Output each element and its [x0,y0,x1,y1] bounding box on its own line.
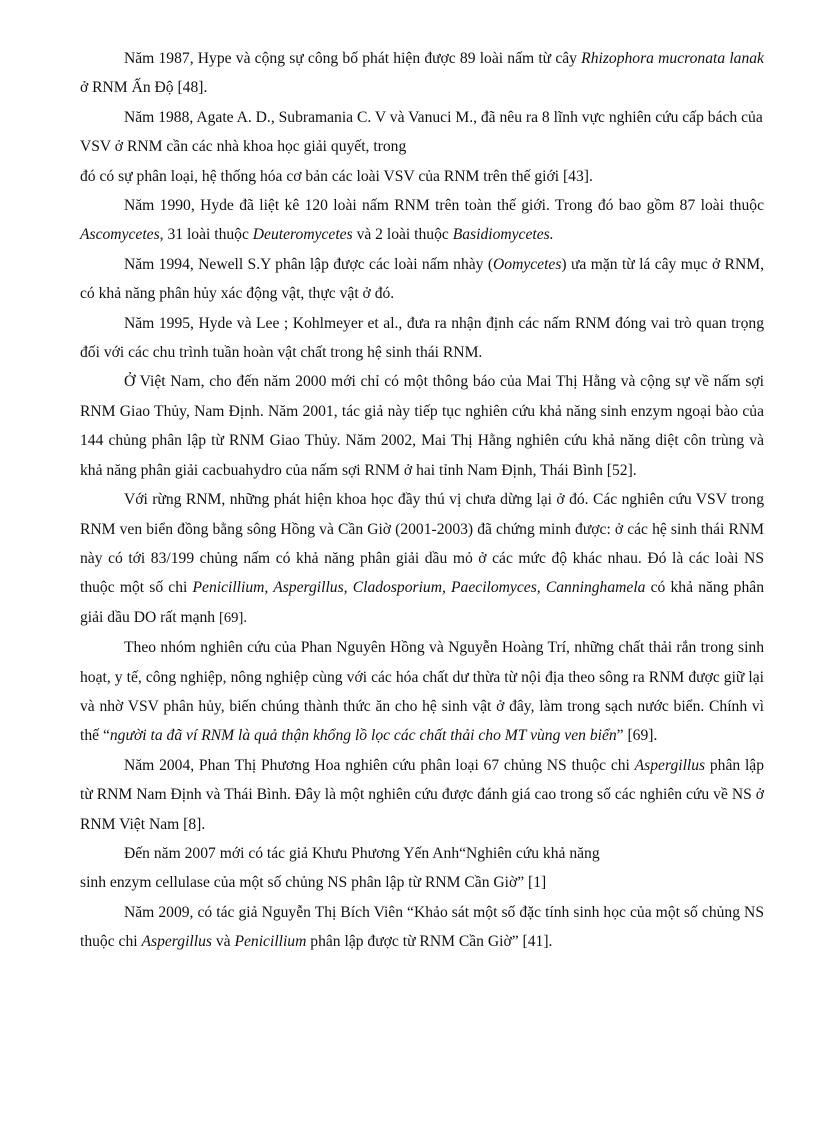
paragraph-text: và [211,933,235,951]
paragraph-text: Theo nhóm nghiên cứu của Phan Nguyên Hồng và Nguyễn Hoàng Trí, những chất thải rắn trong sinh hoạt, y tế, công nghiệp, nông nghiệp cùng với các hóa chất dư thừa từ nội địa theo sông ra RNM được giữ lại và nhờ VSV phân hủy, biến chúng thành thức ăn cho hệ sinh vật ở đây, làm trong sạch nước biển. Chính vì thế “ [80,639,764,745]
paragraph-text: sinh enzym cellulase của một số chủng NS phân lập từ RNM Cần Giờ” [1] [80,874,547,892]
paragraph-3 [80,191,764,250]
paragraph-text: đó có sự phân loại, hệ thống hóa cơ bản các loài VSV của RNM trên thế giới [43]. [80,167,593,185]
paragraph-text: phân lập được từ RNM Cần Giờ” [41]. [306,933,553,951]
taxon-name: Ascomycetes [80,226,160,244]
paragraph-4 [80,250,764,309]
paragraph-text: ) ưa mặn từ lá cây mục ở RNM, có khả năng phân hủy xác động vật, thực vật ở đó. [80,255,764,303]
citation: [69]. [219,609,247,626]
paragraph-text: có khả năng phân giải dầu DO rất mạnh [80,579,764,626]
paragraph-6 [80,367,764,485]
paragraph-2-continuation [80,162,764,191]
paragraph-5 [80,309,764,368]
paragraph-text: Năm 1994, Newell S.Y phân lập được các loài nấm nhày ( [124,255,494,273]
quotation: người ta đã ví RNM là quả thận khổng lồ lọc các chất thải cho MT vùng ven biển [109,727,617,745]
taxon-name: Deuteromycetes [252,226,353,244]
paragraph-text: Năm 2004, Phan Thị Phương Hoa nghiên cứu phân loại 67 chủng NS thuộc chi [124,756,635,774]
paragraph-7 [80,485,764,633]
paragraph-10-continuation [80,868,764,897]
paragraph-text: phân lập từ RNM Nam Định và Thái Bình. Đây là một nghiên cứu được đánh giá cao trong số các nghiên cứu về NS ở RNM Việt Nam [8]. [80,756,764,833]
paragraph-text: Ở Việt Nam, cho đến năm 2000 mới chỉ có một thông báo của Mai Thị Hằng và cộng sự về nấm sợi RNM Giao Thủy, Nam Định. Năm 2001, tác giả này tiếp tục nghiên cứu khả năng sinh enzym ngoại bào của 144 chủng phân lập từ RNM Giao Thủy. Năm 2002, Mai Thị Hằng nghiên cứu khả năng diệt côn trùng và khả năng phân giải cacbuahydro của nấm sợi RNM ở hai tỉnh Nam Định, Thái Bình [52]. [80,373,764,479]
paragraph-11 [80,898,764,957]
paragraph-1 [80,44,764,103]
paragraph-text: ở RNM Ấn Độ [48]. [80,79,208,97]
paragraph-text: Đến năm 2007 mới có tác giả Khưu Phương Yến Anh“Nghiên cứu khả năng [124,844,600,862]
paragraph-text: Với rừng RNM, những phát hiện khoa học đầy thú vị chưa dừng lại ở đó. Các nghiên cứu VSV trong RNM ven biển đồng bằng sông Hồng và Cần Giờ (2001-2003) đã chứng minh được: ở các hệ sinh thái RNM này có tới 83/199 chủng nấm có khả năng phân giải dầu mỏ ở các mức độ khác nhau. Đó là các loài NS thuộc một số chi [80,491,764,597]
paragraph-10 [80,839,764,868]
taxon-name: Basidiomycetes. [452,226,554,244]
paragraph-text: ” [69]. [616,727,658,745]
taxon-name: Oomycetes [493,255,562,273]
genus-name: Aspergillus [141,933,212,951]
species-name: Rhizophora mucronata lanak [581,50,764,67]
paragraph-2 [80,103,764,162]
paragraph-text: Năm 1990, Hyde đã liệt kê 120 loài nấm RNM trên toàn thế giới. Trong đó bao gồm 87 loài thuộc [124,197,764,215]
paragraph-text: Năm 1988, Agate A. D., Subramania C. V và Vanuci M., đã nêu ra 8 lĩnh vực nghiên cứu cấp bách của VSV ở RNM cần các nhà khoa học giải quyết, trong [80,108,763,156]
paragraph-9 [80,751,764,839]
paragraph-8 [80,633,764,751]
paragraph-text: và 2 loài thuộc [352,226,453,244]
paragraph-text: Năm 1995, Hyde và Lee ; Kohlmeyer et al., đưa ra nhận định các nấm RNM đóng vai trò quan trọng đối với các chu trình tuần hoàn vật chất trong hệ sinh thái RNM. [80,314,764,362]
genus-list: Penicillium, Aspergillus, Cladosporium, Paecilomyces, Canninghamela [192,579,646,597]
paragraph-text: Năm 2009, có tác giả Nguyễn Thị Bích Viên “Khảo sát một số đặc tính sinh học của một số chủng NS thuộc chi [80,903,764,951]
genus-name: Penicillium [234,933,307,951]
genus-name: Aspergillus [634,756,706,774]
paragraph-text: , 31 loài thuộc [159,226,253,244]
paragraph-text: Năm 1987, Hype và cộng sự công bố phát hiện được 89 loài nấm từ cây [124,50,582,67]
